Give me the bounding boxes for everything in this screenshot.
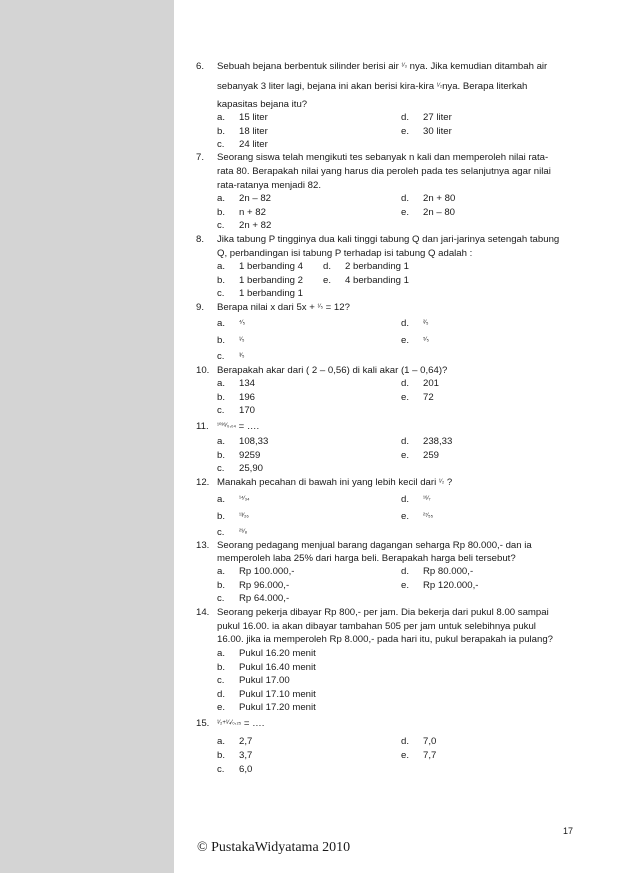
- option-a: a. 1 berbanding 4: [217, 261, 304, 272]
- option-d: d. Rp 80.000,-: [401, 566, 474, 577]
- option-a: a. ⁴⁄₅: [217, 318, 245, 329]
- option-a: a. Pukul 16.20 menit: [217, 648, 316, 659]
- question-number: 13.: [196, 540, 210, 551]
- question-number: 9.: [196, 302, 205, 313]
- option-d: d. 27 liter: [401, 112, 452, 123]
- option-e: e. 7,7: [401, 750, 437, 761]
- option-d: d. 7,0: [401, 736, 437, 747]
- question-line-3: kapasitas bejana itu?: [217, 99, 308, 110]
- question-line-1: Berapakah akar dari ( 2 – 0,56) di kali akar (1 – 0,64)?: [217, 365, 448, 376]
- option-c: c. 6,0: [217, 764, 253, 775]
- question-line-2: sebanyak 3 liter lagi, bejana ini akan berisi kira-kira ¹⁄₂nya. Berapa literkah: [217, 81, 528, 92]
- question-number: 12.: [196, 477, 210, 488]
- option-d: d. 2 berbanding 1: [323, 261, 410, 272]
- option-d: d. ¹⁶⁄₇: [401, 494, 431, 505]
- option-a: a. ¹⁴⁄₃₄: [217, 494, 250, 505]
- question-number: 14.: [196, 607, 210, 618]
- option-e: e. ²⁷⁄₅₅: [401, 511, 434, 522]
- footer-copyright: © PustakaWidyatama 2010: [197, 840, 351, 855]
- option-b: b. 9259: [217, 450, 261, 461]
- option-a: a. 15 liter: [217, 112, 268, 123]
- option-c: c. 1 berbanding 1: [217, 288, 304, 299]
- question-line-1: Seorang pedagang menjual barang dagangan seharga Rp 80.000,- dan ia: [217, 540, 532, 551]
- option-b: b. Pukul 16.40 menit: [217, 662, 316, 673]
- option-b: b. 196: [217, 392, 256, 403]
- option-e: e. 259: [401, 450, 440, 461]
- option-d: d. 238,33: [401, 436, 453, 447]
- question-line-1: ¹⁄₂+¹⁄₄⁄₀,₂₅ = ….: [217, 718, 265, 729]
- option-d: d. Pukul 17.10 menit: [217, 689, 316, 700]
- option-e: e. Pukul 17.20 menit: [217, 702, 316, 713]
- option-c: c. 24 liter: [217, 139, 268, 150]
- option-b: b. ¹³⁄₂₆: [217, 511, 249, 522]
- option-d: d. 2n + 80: [401, 193, 456, 204]
- option-c: c. ³⁄₅: [217, 351, 245, 362]
- option-c: c. 2n + 82: [217, 220, 272, 231]
- option-c: c. 25,90: [217, 463, 264, 474]
- option-b: b. Rp 96.000,-: [217, 580, 290, 591]
- question-line-1: Manakah pecahan di bawah ini yang lebih kecil dari ¹⁄₂ ?: [217, 477, 453, 488]
- question-number: 15.: [196, 718, 210, 729]
- option-c: c. Rp 64.000,-: [217, 593, 290, 604]
- option-c: c. ²⁹⁄₈: [217, 527, 248, 538]
- left-margin-band: [0, 0, 174, 873]
- option-c: c. Pukul 17.00: [217, 675, 290, 686]
- option-b: b. 3,7: [217, 750, 253, 761]
- question-line-2: Q, perbandingan isi tabung P terhadap isi tabung Q adalah :: [217, 248, 473, 259]
- option-b: b. 1 berbanding 2: [217, 275, 304, 286]
- option-b: b. 18 liter: [217, 126, 268, 137]
- question-line-1: Seorang siswa telah mengikuti tes sebanyak n kali dan memperoleh nilai rata-: [217, 152, 549, 163]
- option-a: a. 108,33: [217, 436, 269, 447]
- option-a: a. 2n – 82: [217, 193, 272, 204]
- option-d: d. ²⁄₅: [401, 318, 429, 329]
- question-number: 10.: [196, 365, 210, 376]
- question-line-1: ¹⁰³⁶⁄₀,₀₄ = ….: [217, 421, 260, 432]
- question-line-2: pukul 16.00. ia akan dibayar tambahan 505 per jam untuk selebihnya pukul: [217, 621, 536, 632]
- question-line-1: Jika tabung P tingginya dua kali tinggi tabung Q dan jari-jarinya setengah tabung: [217, 234, 560, 245]
- option-a: a. 2,7: [217, 736, 253, 747]
- question-number: 7.: [196, 152, 205, 163]
- question-number: 8.: [196, 234, 205, 245]
- option-e: e. ⁵⁄₅: [401, 335, 429, 346]
- option-b: b. n + 82: [217, 207, 266, 218]
- question-line-2: rata 80. Berapakah nilai yang harus dia peroleh pada tes selanjutnya agar nilai: [217, 166, 551, 177]
- question-line-2: memperoleh laba 25% dari harga beli. Berapakah harga beli tersebut?: [217, 553, 516, 564]
- option-e: e. 72: [401, 392, 434, 403]
- option-a: a. Rp 100.000,-: [217, 566, 295, 577]
- option-c: c. 170: [217, 405, 256, 416]
- option-e: e. 4 berbanding 1: [323, 275, 410, 286]
- question-number: 11.: [196, 421, 209, 432]
- option-a: a. 134: [217, 378, 256, 389]
- option-e: e. Rp 120.000,-: [401, 580, 479, 591]
- option-e: e. 30 liter: [401, 126, 452, 137]
- option-b: b. ¹⁄₅: [217, 335, 245, 346]
- question-line-1: Sebuah bejana berbentuk silinder berisi air ¹⁄₃ nya. Jika kemudian ditambah air: [217, 61, 548, 72]
- question-line-3: rata-ratanya menjadi 82.: [217, 180, 321, 191]
- question-number: 6.: [196, 61, 205, 72]
- question-line-3: 16.00. jika ia memperoleh Rp 8.000,- pada hari itu, pukul berapakah ia pulang?: [217, 634, 554, 645]
- option-d: d. 201: [401, 378, 440, 389]
- question-line-1: Seorang pekerja dibayar Rp 800,- per jam. Dia bekerja dari pukul 8.00 sampai: [217, 607, 549, 618]
- question-line-1: Berapa nilai x dari 5x + ¹⁄₅ = 12?: [217, 302, 350, 313]
- page-number: 17: [563, 826, 574, 836]
- option-e: e. 2n – 80: [401, 207, 456, 218]
